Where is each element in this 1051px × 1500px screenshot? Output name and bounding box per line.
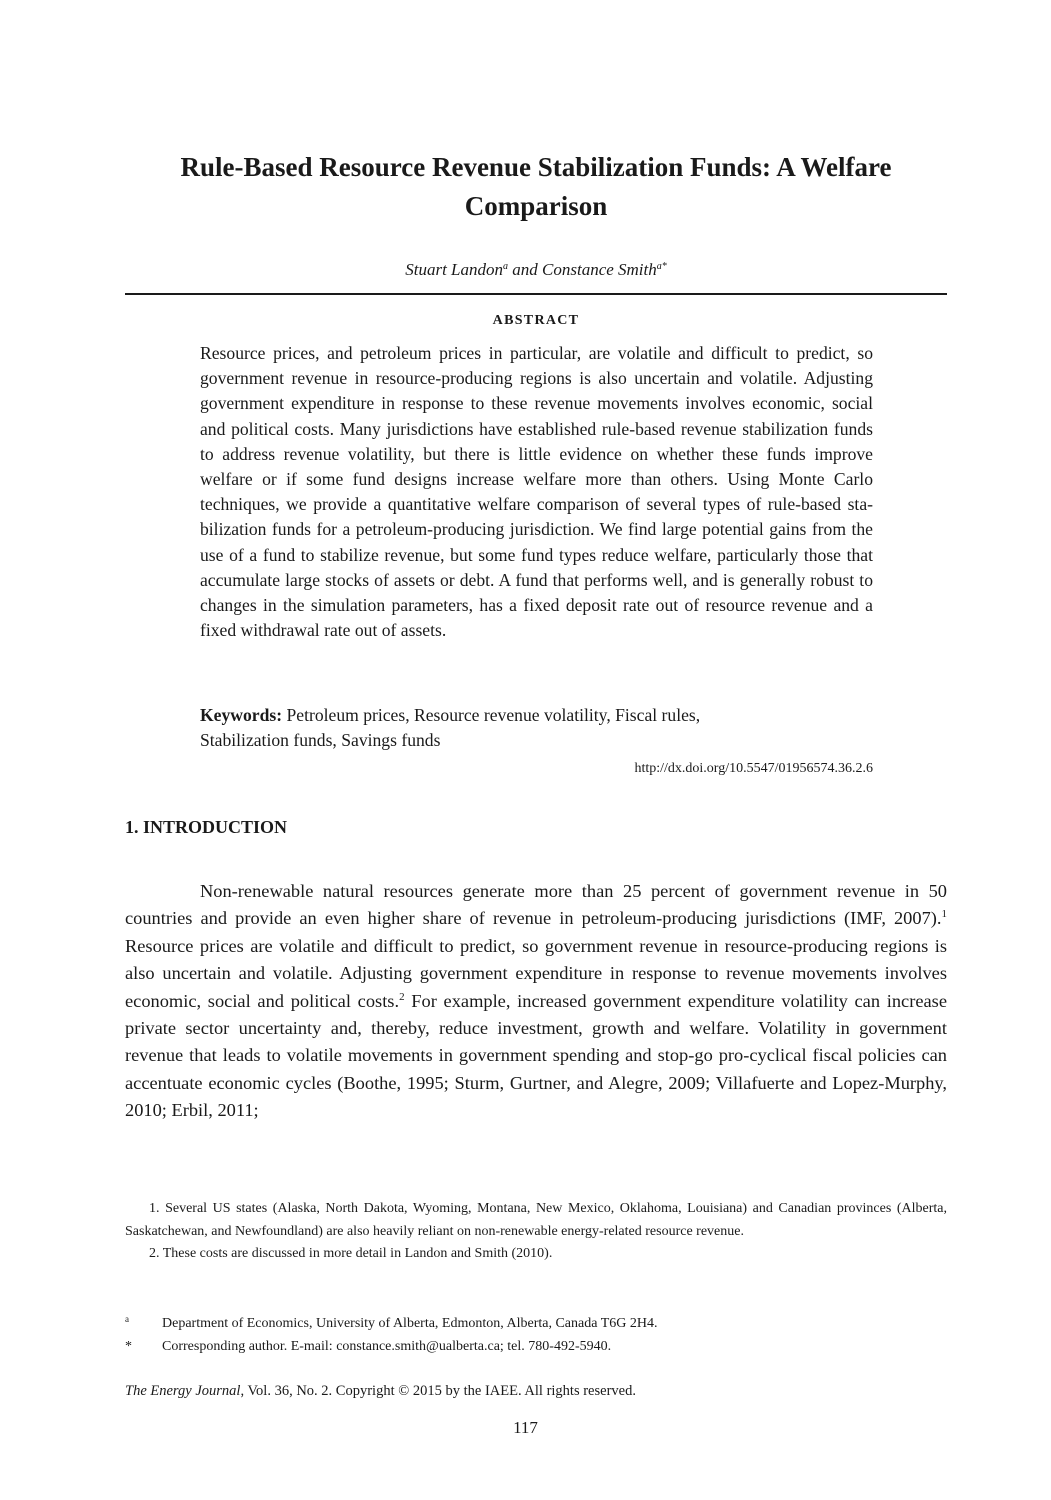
journal-details: , Vol. 36, No. 2. Copyright © 2015 by the IAEE. All rights reserved. — [240, 1383, 636, 1399]
affiliation-mark: a — [125, 1314, 129, 1324]
intro-text-3: For example, increased government expenditure volatility can increase private sector uncertainty and, thereby, reduce investment, growth and welfare. Volatility in government revenue that leads to volatile movements in government spending and stop-go pro-cyclical fiscal policies can accentuate economic cycles (Boothe, 1995; Sturm, Gurtner, and Alegre, 2009; Villafuerte and Lopez-Murphy, 2010; Erbil, 2011; — [125, 990, 947, 1121]
affiliation-text[interactable]: Corresponding author. E-mail: constance.smith@ualberta.ca; tel. 780-492-5940. — [162, 1338, 612, 1354]
affiliation-item — [125, 1313, 947, 1336]
author-line — [125, 259, 947, 281]
doi-link[interactable]: http://dx.doi.org/10.5547/01956574.36.2.6 — [634, 761, 873, 776]
introduction-paragraph — [125, 878, 947, 1125]
author-name: Stuart Landon — [405, 260, 504, 279]
footnotes — [125, 1198, 947, 1266]
affiliation-marker: a* — [656, 261, 667, 272]
keywords-label: Keywords: — [200, 705, 283, 725]
page-number: 117 — [513, 1418, 538, 1437]
affiliation-marker: a — [503, 261, 509, 272]
footnote: 1. Several US states (Alaska, North Dakota, Wyoming, Montana, New Mexico, Oklahoma, Louisiana) and Canadian provinces (Alberta, Saskatchewan, and Newfoundland) are also heavily reliant on non-renewable energy-related resource revenue. — [125, 1201, 947, 1239]
header-divider — [125, 293, 947, 295]
footnote-ref[interactable]: 1 — [941, 908, 947, 921]
author-name: Constance Smith — [542, 260, 657, 279]
intro-text-1: Non-renewable natural resources generate more than 25 percent of government revenue in 50 countries and provide an even higher share of revenue in petroleum-producing jurisdictions (IMF, 2007). — [125, 881, 947, 929]
footnote-ref[interactable]: 2 — [399, 990, 405, 1003]
journal-citation — [125, 1383, 636, 1400]
affiliation-mark: * — [125, 1338, 132, 1354]
affiliation-item — [125, 1336, 947, 1359]
affiliations — [125, 1313, 947, 1358]
intro-text-2: Resource prices are volatile and difficult to predict, so government revenue in resource-producing regions is also uncertain and volatile. Adjusting government expenditure in response to revenue movements involves economic, social and political costs. — [125, 935, 947, 1011]
abstract-text: Resource prices, and petroleum prices in particular, are volatile and difficult to predict, so government revenue in resource-producing regions is also uncertain and volatile. Adjusting government expenditure in response to these revenue movements involves economic, social and political costs. Many jurisdictions have established rule-based revenue stabilization funds to address revenue volatility, but there is little evidence on whether these funds improve welfare or if some fund designs increase welfare more than others. Using Monte Carlo techniques, we provide a quantitative welfare comparison of several types of rule-based stabilization funds for a petroleum-producing jurisdiction. We find large potential gains from the use of a fund to stabilize revenue, but some fund types reduce welfare, particularly those that accumulate large stocks of assets or debt. A fund that performs well, and is generally robust to changes in the simulation parameters, has a fixed deposit rate out of resource revenue and a fixed withdrawal rate out of assets. — [200, 343, 873, 641]
journal-name: The Energy Journal — [125, 1383, 241, 1399]
abstract-heading: ABSTRACT — [492, 313, 580, 328]
footnote: 2. These costs are discussed in more detail in Landon and Smith (2010). — [149, 1246, 553, 1261]
affiliation-text: Department of Economics, University of Alberta, Edmonton, Alberta, Canada T6G 2H4. — [162, 1316, 658, 1331]
author-conjunction: and — [508, 260, 543, 279]
keywords-line-2: Stabilization funds, Savings funds — [200, 730, 441, 751]
section-heading: 1. INTRODUCTION — [125, 817, 288, 837]
paper-title: Rule-Based Resource Revenue Stabilization Funds: A Welfare Comparison — [180, 152, 892, 221]
keywords-line-1: Petroleum prices, Resource revenue volatility, Fiscal rules, — [282, 705, 701, 725]
keywords — [200, 703, 873, 753]
